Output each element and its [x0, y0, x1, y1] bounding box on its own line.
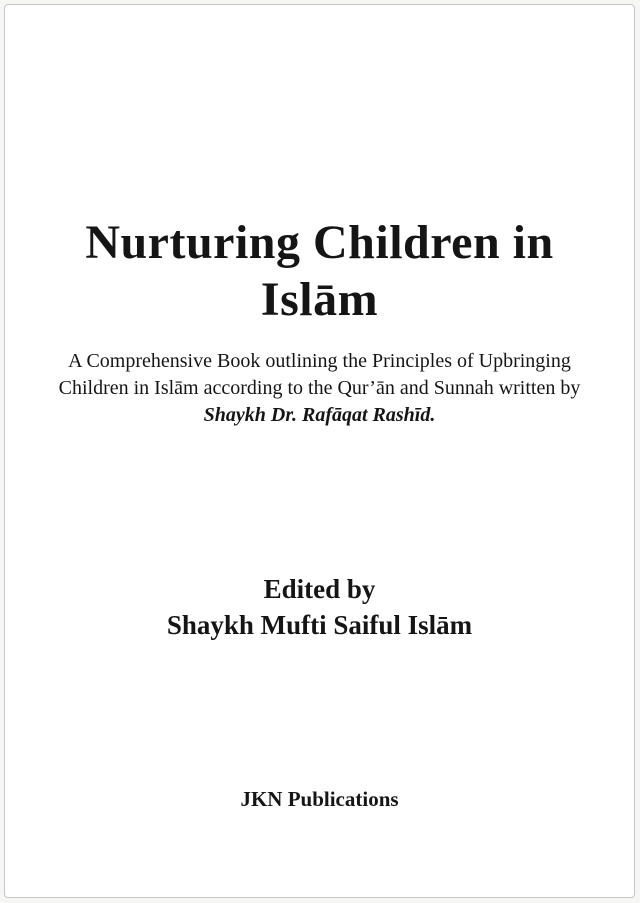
book-subtitle-line-1: A Comprehensive Book outlining the Principles of Upbringing	[68, 350, 571, 372]
title-page	[4, 4, 635, 898]
book-subtitle	[5, 348, 634, 429]
book-title-line-2: Islām	[260, 273, 379, 326]
publisher-name: JKN Publications	[240, 787, 399, 811]
book-author: Shaykh Dr. Rafāqat Rashīd.	[203, 404, 436, 426]
editor-name: Shaykh Mufti Saiful Islām	[166, 610, 473, 640]
book-subtitle-line-2: Children in Islām according to the Qur’ān and Sunnah written by	[58, 377, 581, 399]
book-title-line-1: Nurturing Children in	[85, 216, 554, 269]
editor-block	[5, 571, 634, 643]
edited-by-label: Edited by	[263, 574, 376, 604]
book-title	[5, 214, 634, 328]
